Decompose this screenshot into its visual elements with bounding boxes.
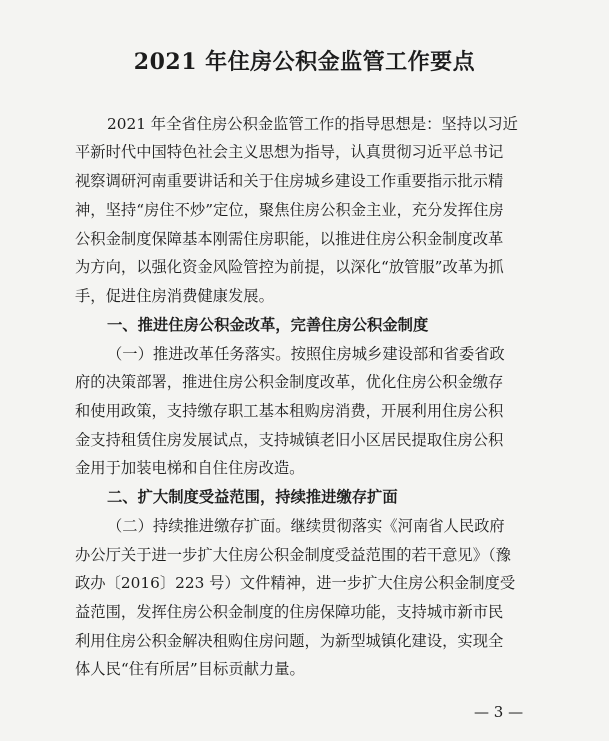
section-2-line-5: 利用住房公积金解决租购住房问题，为新型城镇化建设，实现全 (75, 632, 504, 650)
section-2-line-4: 益范围，发挥住房公积金制度的住房保障功能，支持城市新市民 (75, 603, 504, 621)
section-1-line-3: 和使用政策，支持缴存职工基本租购房消费，开展利用住房公积 (75, 402, 504, 420)
intro-line-2: 平新时代中国特色社会主义思想为指导，认真贯彻习近平总书记 (75, 143, 504, 161)
page-title: 2021 年住房公积金监管工作要点 (133, 49, 476, 75)
intro-line-6: 为方向，以强化资金风险管控为前提，以深化“放管服”改革为抓 (75, 258, 504, 276)
section-1-line-2: 府的决策部署，推进住房公积金制度改革，优化住房公积金缴存 (75, 373, 504, 391)
intro-line-4: 神，坚持“房住不炒”定位，聚焦住房公积金主业，充分发挥住房 (75, 201, 504, 219)
intro-line-5: 公积金制度保障基本刚需住房职能，以推进住房公积金制度改革 (75, 230, 504, 248)
page-number: — 3 — (474, 703, 524, 721)
section-1-line-4: 金支持租赁住房发展试点，支持城镇老旧小区居民提取住房公积 (75, 431, 504, 449)
section-1-line-1: （一）推进改革任务落实。按照住房城乡建设部和省委省政 (107, 345, 505, 363)
section-1-heading: 一、推进住房公积金改革，完善住房公积金制度 (107, 316, 429, 334)
section-2-line-1: （二）持续推进缴存扩面。继续贯彻落实《河南省人民政府 (107, 517, 505, 535)
section-1-line-5: 金用于加装电梯和自住住房改造。 (75, 459, 305, 477)
section-2-line-6: 体人民“住有所居”目标贡献力量。 (75, 660, 305, 678)
section-2-heading: 二、扩大制度受益范围，持续推进缴存扩面 (107, 488, 398, 506)
intro-line-3: 视察调研河南重要讲话和关于住房城乡建设工作重要指示批示精 (75, 172, 504, 190)
intro-line-7: 手，促进住房消费健康发展。 (75, 287, 274, 305)
section-2-line-2: 办公厅关于进一步扩大住房公积金制度受益范围的若干意见》（豫 (75, 546, 511, 564)
section-2-line-3: 政办〔2016〕223 号）文件精神，进一步扩大住房公积金制度受 (75, 574, 516, 592)
intro-line-1: 2021 年全省住房公积金监管工作的指导思想是：坚持以习近 (107, 115, 518, 133)
